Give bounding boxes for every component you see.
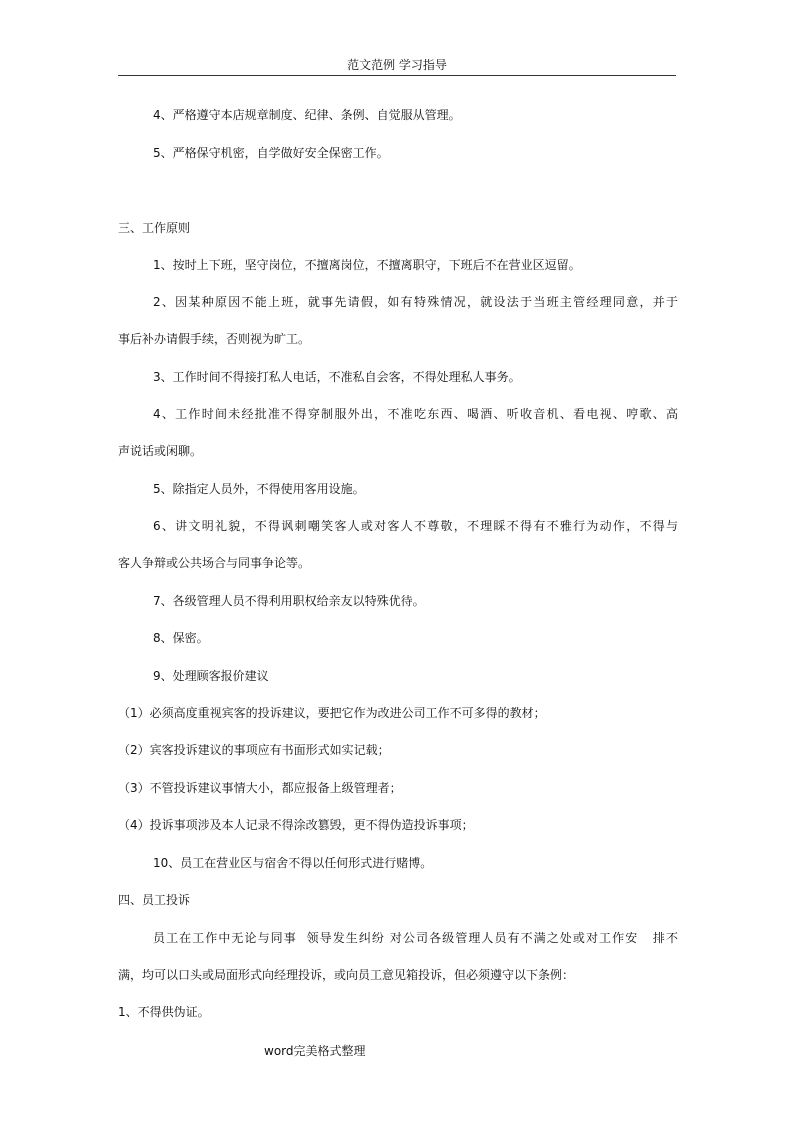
rule-line: 5、除指定人员外，不得使用客用设施。 bbox=[153, 482, 365, 496]
rule-line: 1、按时上下班，坚守岗位，不擅离岗位，不擅离职守，下班后不在营业区逗留。 bbox=[153, 258, 581, 272]
section-heading: 四、员工投诉 bbox=[118, 893, 191, 907]
rule-line: 1、不得供伪证。 bbox=[118, 1005, 210, 1019]
rule-line: 6、讲文明礼貌，不得讽刺嘲笑客人或对客人不尊敬，不理睬不得有不雅行为动作，不得与 bbox=[153, 519, 678, 533]
sub-item: （2）宾客投诉建议的事项应有书面形式如实记载； bbox=[118, 743, 390, 757]
sub-item: （1）必须高度重视宾客的投诉建议，要把它作为改进公司工作不可多得的教材； bbox=[118, 706, 546, 720]
rule-line-continued: 事后补办请假手续，否则视为旷工。 bbox=[118, 332, 311, 346]
rule-line: 4、工作时间未经批准不得穿制服外出，不准吃东西、喝酒、听收音机、看电视、哼歌、高 bbox=[153, 407, 678, 421]
page-footer: word完美格式整理 bbox=[264, 1044, 366, 1058]
rule-line: 9、处理顾客报价建议 bbox=[153, 669, 269, 683]
page-header: 范文范例 学习指导 bbox=[118, 56, 676, 76]
rule-line: 10、员工在营业区与宿舍不得以任何形式进行赌博。 bbox=[153, 856, 433, 870]
paragraph-line: 员工在工作中无论与同事 领导发生纠纷 对公司各级管理人员有不满之处或对工作安 排不 bbox=[153, 931, 678, 945]
rule-line: 4、严格遵守本店规章制度、纪律、条例、自觉服从管理。 bbox=[153, 108, 461, 122]
rule-line: 7、各级管理人员不得利用职权给亲友以特殊优待。 bbox=[153, 594, 425, 608]
sub-item: （3）不管投诉建议事情大小，都应报备上级管理者； bbox=[118, 781, 402, 795]
rule-line-continued: 声说话或闲聊。 bbox=[118, 444, 203, 458]
rule-line: 3、工作时间不得接打私人电话，不准私自会客，不得处理私人事务。 bbox=[153, 370, 521, 384]
sub-item: （4）投诉事项涉及本人记录不得涂改篡毁，更不得伪造投诉事项； bbox=[118, 818, 474, 832]
paragraph-line: 满，均可以口头或局面形式向经理投诉，或向员工意见箱投诉，但必须遵守以下条例： bbox=[118, 968, 575, 982]
rule-line: 8、保密。 bbox=[153, 631, 209, 645]
section-heading: 三、工作原则 bbox=[118, 221, 191, 235]
rule-line: 2、因某种原因不能上班，就事先请假，如有特殊情况，就设法于当班主管经理同意，并于 bbox=[153, 295, 678, 309]
rule-line-continued: 客人争辩或公共场合与同事争论等。 bbox=[118, 556, 311, 570]
rule-line: 5、严格保守机密，自学做好安全保密工作。 bbox=[153, 146, 389, 160]
